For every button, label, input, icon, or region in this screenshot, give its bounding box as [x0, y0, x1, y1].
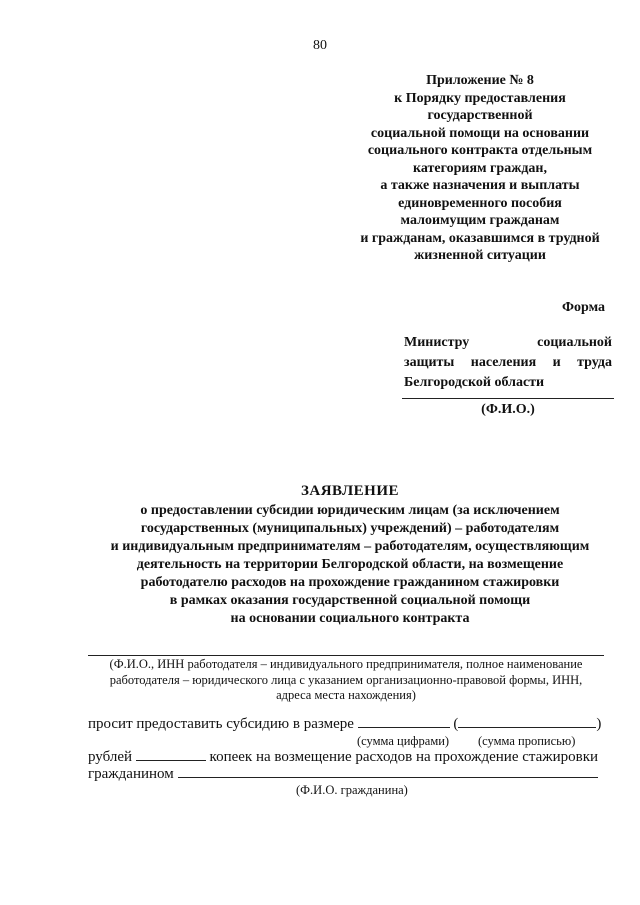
appendix-line: жизненной ситуации	[414, 248, 546, 263]
subtitle-line: работодателю расходов на прохождение гражданином стажировки	[140, 575, 560, 590]
addressee-name-line[interactable]	[402, 398, 614, 399]
addressee-word: Министру	[404, 335, 470, 350]
appendix-line: малоимущим гражданам	[400, 213, 560, 228]
applicant-field-line[interactable]	[88, 655, 604, 656]
caption-line: работодателя – юридического лица с указанием организационно-правовой формы, ИНН,	[109, 672, 583, 687]
subtitle-line: о предоставлении субсидии юридическим лицам (за исключением	[140, 503, 560, 518]
appendix-line: социальной помощи на основании	[370, 125, 590, 141]
addressee-word: социальной	[537, 335, 612, 350]
amount-digits-caption: (сумма цифрами)	[357, 734, 450, 748]
appendix-line: и гражданам, оказавшимся в трудной	[360, 230, 600, 246]
amount-digits-field[interactable]	[358, 727, 450, 728]
addressee-word: защиты	[404, 355, 455, 370]
kopecks-line	[88, 749, 598, 766]
appendix-line: социального контракта отдельным	[367, 143, 593, 158]
form-label: Форма	[562, 300, 606, 315]
addressee-line-1	[404, 333, 612, 353]
page-number: 80	[313, 38, 327, 53]
appendix-header	[330, 72, 630, 265]
close-paren: )	[596, 716, 602, 732]
addressee-line-3: Белгородской области	[404, 375, 545, 390]
appendix-line: единовременного пособия	[398, 195, 562, 211]
appendix-line: а также назначения и выплаты	[380, 178, 580, 193]
document-title: ЗАЯВЛЕНИЕ	[300, 483, 400, 499]
subtitle-line: государственных (муниципальных) учреждений) – работодателям	[140, 521, 560, 536]
caption-line: (Ф.И.О., ИНН работодателя – индивидуального предпринимателя, полное наименование	[109, 657, 583, 671]
kopecks-text: копеек на возмещение расходов на прохождение стажировки	[209, 749, 599, 765]
subtitle-line: в рамках оказания государственной социальной помощи	[169, 593, 531, 608]
document-subtitle	[20, 502, 640, 628]
caption-line: адреса места нахождения)	[276, 688, 416, 702]
addressee-line-2	[404, 353, 612, 373]
request-line	[88, 716, 601, 733]
appendix-line: государственной	[427, 108, 533, 123]
amount-words-caption: (сумма прописью)	[478, 734, 576, 748]
addressee-word: труда	[577, 355, 612, 370]
citizen-label: гражданином	[88, 766, 174, 782]
rubles-label: рублей	[88, 749, 133, 765]
request-text: просит предоставить субсидию в размере	[88, 716, 354, 732]
citizen-line	[88, 766, 598, 783]
amount-words-field[interactable]	[458, 727, 596, 728]
addressee-word: и	[552, 355, 561, 370]
subtitle-line: и индивидуальным предпринимателям – работодателям, осуществляющим	[110, 539, 590, 554]
citizen-name-field[interactable]	[178, 777, 598, 778]
open-paren: (	[453, 716, 459, 732]
addressee-word: населения	[470, 355, 537, 370]
appendix-line: категориям граждан,	[413, 160, 547, 176]
applicant-field-caption	[90, 657, 602, 704]
addressee-name-caption: (Ф.И.О.)	[481, 402, 535, 417]
kopecks-field[interactable]	[136, 760, 206, 761]
addressee-block	[404, 333, 612, 393]
appendix-line: к Порядку предоставления	[394, 90, 566, 106]
citizen-name-caption: (Ф.И.О. гражданина)	[296, 783, 408, 797]
appendix-line: Приложение № 8	[426, 73, 534, 88]
subtitle-line: на основании социального контракта	[230, 611, 470, 626]
subtitle-line: деятельность на территории Белгородской области, на возмещение	[136, 557, 564, 572]
